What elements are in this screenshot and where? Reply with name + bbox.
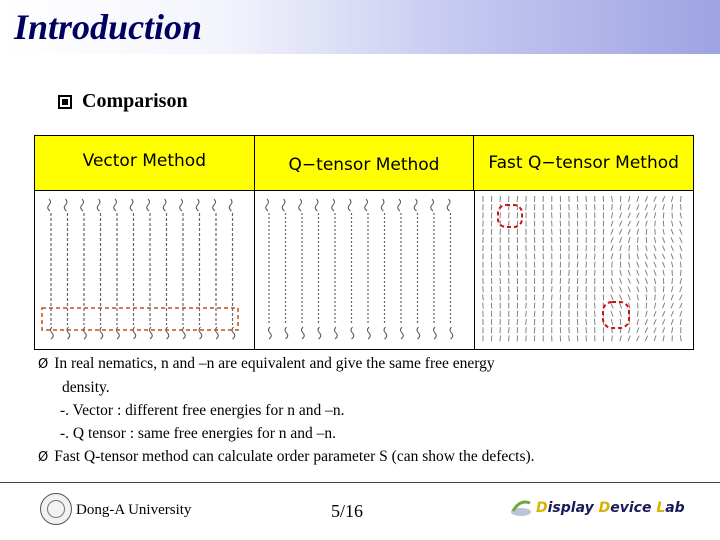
director-rod <box>646 221 648 227</box>
director-rod <box>671 311 673 316</box>
director-rod <box>517 319 518 325</box>
director-column <box>381 199 387 339</box>
director-rod <box>662 319 664 324</box>
director-rod <box>680 245 682 251</box>
director-rod <box>611 237 614 242</box>
director-rod <box>612 196 613 202</box>
university-name: Dong-A University <box>76 502 192 518</box>
director-rod <box>603 245 604 251</box>
director-rod <box>654 213 656 219</box>
director-rod <box>663 237 665 243</box>
director-rod <box>628 229 630 235</box>
lab-swoosh-icon <box>510 497 532 519</box>
director-rod <box>663 196 665 202</box>
director-rod <box>638 237 639 243</box>
director-rod <box>680 311 682 317</box>
director-rod <box>628 327 630 333</box>
director-rod <box>628 336 630 342</box>
title-bar <box>0 0 720 54</box>
bullet-item: Ø In real nematics, n and –n are equivalent and give the same free energy <box>38 355 495 372</box>
director-rod <box>595 253 596 259</box>
director-rod <box>500 335 501 341</box>
director-rod <box>637 205 639 210</box>
director-rod <box>517 327 518 333</box>
director-rod <box>603 237 604 243</box>
director-rod <box>620 278 622 284</box>
director-rod <box>655 294 656 300</box>
director-rod <box>628 295 630 301</box>
director-column <box>315 199 321 339</box>
director-rod <box>620 336 622 342</box>
director-rod <box>483 294 484 300</box>
vector-director-field <box>35 191 254 350</box>
director-rod <box>680 213 681 219</box>
director-rod <box>645 196 647 201</box>
bullet-continuation: density. <box>62 379 110 396</box>
arrow-bullet-icon: Ø <box>38 357 49 372</box>
director-column <box>299 199 305 339</box>
fast-q-tensor-method-figure <box>475 191 694 350</box>
director-rod <box>637 295 638 301</box>
director-column <box>147 199 153 339</box>
director-rod <box>628 278 630 283</box>
q-tensor-director-field <box>255 191 474 350</box>
director-rod <box>662 254 664 259</box>
director-rod <box>483 229 484 235</box>
director-column <box>196 199 202 339</box>
comparison-table <box>34 135 694 350</box>
director-rod <box>577 335 578 341</box>
defect-marker <box>498 205 522 227</box>
director-rod <box>577 262 578 268</box>
director-rod <box>663 295 665 301</box>
director-column <box>414 199 420 339</box>
director-rod <box>534 311 535 317</box>
director-rod <box>577 327 578 333</box>
director-rod <box>671 254 673 260</box>
director-column <box>64 199 70 339</box>
table-image-row <box>35 191 693 350</box>
slide-title: Introduction <box>14 7 203 47</box>
director-rod <box>619 287 621 292</box>
director-rod <box>595 245 596 251</box>
director-column <box>81 199 87 339</box>
director-rod <box>619 295 621 300</box>
director-rod <box>611 319 612 325</box>
director-rod <box>662 311 665 316</box>
director-rod <box>680 303 682 308</box>
q-tensor-method-figure <box>255 191 475 350</box>
director-rod <box>629 245 630 251</box>
director-rod <box>619 221 621 226</box>
director-rod <box>611 221 613 227</box>
arrow-bullet-icon: Ø <box>38 450 49 465</box>
director-rod <box>560 286 561 292</box>
director-rod <box>620 237 622 243</box>
director-rod <box>517 262 518 268</box>
director-rod <box>569 278 570 284</box>
director-rod <box>628 204 630 210</box>
director-rod <box>654 328 656 333</box>
header-q-tensor-method: Q−tensor Method <box>255 136 475 190</box>
director-rod <box>526 311 527 317</box>
director-rod <box>654 254 656 259</box>
director-rod <box>619 229 622 234</box>
director-column <box>447 199 453 339</box>
director-rod <box>672 278 673 284</box>
section-heading <box>58 90 188 113</box>
director-rod <box>646 303 647 309</box>
director-rod <box>671 196 673 202</box>
director-rod <box>680 286 682 292</box>
director-rod <box>620 213 622 219</box>
director-rod <box>552 294 553 300</box>
director-rod <box>645 254 647 260</box>
director-rod <box>654 336 656 342</box>
director-rod <box>628 213 630 218</box>
director-rod <box>681 270 682 276</box>
director-rod <box>620 245 622 251</box>
director-rod <box>577 204 578 210</box>
director-rod <box>646 311 648 317</box>
director-column <box>332 199 338 339</box>
director-rod <box>611 303 613 308</box>
director-rod <box>629 262 630 268</box>
director-rod <box>654 204 656 210</box>
director-rod <box>638 311 639 317</box>
director-rod <box>560 278 561 284</box>
director-rod <box>671 295 673 301</box>
director-rod <box>595 311 596 317</box>
director-rod <box>611 286 613 292</box>
director-rod <box>645 328 648 333</box>
director-rod <box>645 336 647 341</box>
director-rod <box>645 278 647 284</box>
director-column <box>282 199 288 339</box>
director-rod <box>654 270 656 276</box>
director-rod <box>654 319 657 324</box>
bullet-list <box>38 352 535 469</box>
director-column <box>348 199 354 339</box>
director-rod <box>500 278 501 284</box>
director-rod <box>645 270 647 275</box>
lab-logo <box>510 497 685 519</box>
director-rod <box>586 319 587 325</box>
director-rod <box>645 205 648 210</box>
director-rod <box>543 303 544 309</box>
director-rod <box>612 262 613 268</box>
page-number: 5/16 <box>331 501 364 521</box>
director-rod <box>628 287 630 292</box>
director-rod <box>611 229 613 234</box>
director-column <box>114 199 120 339</box>
director-rod <box>628 270 630 276</box>
director-rod <box>637 327 639 333</box>
director-rod <box>645 262 647 267</box>
director-rod <box>672 262 673 268</box>
director-rod <box>552 286 553 292</box>
director-rod <box>611 213 612 219</box>
director-rod <box>611 295 613 300</box>
director-rod <box>491 221 492 227</box>
director-rod <box>526 253 527 259</box>
director-rod <box>586 253 587 259</box>
director-rod <box>680 319 681 325</box>
highlight-box <box>42 308 238 330</box>
director-rod <box>662 246 664 251</box>
director-rod <box>509 270 510 276</box>
director-rod <box>680 237 682 242</box>
sub-bullet-q-tensor: -. Q tensor : same free energies for n and –n. <box>60 425 337 442</box>
director-rod <box>671 303 674 308</box>
director-rod <box>612 335 613 341</box>
director-rod <box>663 286 664 292</box>
director-rod <box>629 303 630 309</box>
director-rod <box>637 336 640 341</box>
director-rod <box>680 335 681 341</box>
director-rod <box>620 311 621 317</box>
director-rod <box>552 229 553 235</box>
director-rod <box>637 319 639 325</box>
director-rod <box>654 303 656 309</box>
director-column <box>213 199 219 339</box>
director-rod <box>671 237 673 242</box>
director-rod <box>569 212 570 218</box>
director-rod <box>672 204 673 210</box>
director-rod <box>646 229 647 235</box>
director-rod <box>491 286 492 292</box>
director-rod <box>637 286 639 292</box>
footer-divider <box>0 482 720 483</box>
director-rod <box>586 196 587 202</box>
director-column <box>130 199 136 339</box>
director-rod <box>645 319 647 325</box>
director-rod <box>637 270 639 275</box>
director-rod <box>620 270 621 276</box>
director-rod <box>543 294 544 300</box>
director-rod <box>645 213 647 219</box>
defect-marker <box>603 302 629 328</box>
director-rod <box>637 229 639 235</box>
director-column <box>398 199 404 339</box>
director-rod <box>628 221 631 226</box>
director-rod <box>611 254 613 260</box>
director-rod <box>663 204 665 210</box>
section-label: Comparison <box>82 90 188 112</box>
director-rod <box>654 237 655 243</box>
director-column <box>229 199 235 339</box>
director-rod <box>654 262 656 267</box>
director-rod <box>663 212 664 218</box>
director-rod <box>654 196 657 201</box>
director-rod <box>509 327 510 333</box>
director-rod <box>680 278 682 284</box>
director-rod <box>663 336 664 342</box>
director-rod <box>663 303 665 309</box>
director-column <box>163 199 169 339</box>
header-fast-q-tensor-method: Fast Q−tensor Method <box>488 152 679 173</box>
director-rod <box>637 196 639 202</box>
director-rod <box>637 221 639 227</box>
director-rod <box>629 196 630 202</box>
director-rod <box>654 278 655 284</box>
director-rod <box>680 221 682 227</box>
fast-q-tensor-director-field <box>475 191 694 350</box>
director-column <box>48 199 54 339</box>
director-rod <box>611 278 612 284</box>
director-rod <box>543 237 544 243</box>
director-rod <box>663 327 665 333</box>
director-rod <box>637 213 640 218</box>
square-bullet-icon <box>58 95 72 109</box>
director-rod <box>560 221 561 227</box>
director-rod <box>569 270 570 276</box>
director-rod <box>646 286 647 292</box>
director-column <box>431 199 437 339</box>
director-column <box>180 199 186 339</box>
director-rod <box>680 295 683 300</box>
director-rod <box>611 311 613 317</box>
director-rod <box>671 229 673 235</box>
director-rod <box>646 245 647 251</box>
director-rod <box>672 221 673 227</box>
director-column <box>365 199 371 339</box>
director-rod <box>620 204 621 210</box>
director-rod <box>637 278 639 283</box>
vector-method-figure <box>35 191 255 350</box>
director-column <box>266 199 272 339</box>
director-rod <box>620 303 622 309</box>
director-rod <box>628 237 630 243</box>
director-rod <box>663 229 664 235</box>
director-rod <box>534 303 535 309</box>
director-rod <box>509 335 510 341</box>
director-rod <box>577 270 578 276</box>
director-rod <box>654 245 656 251</box>
director-column <box>97 199 103 339</box>
director-rod <box>654 311 656 317</box>
bullet-item: Ø Fast Q-tensor method can calculate order parameter S (can show the defects). <box>38 448 535 465</box>
director-rod <box>655 221 656 227</box>
director-rod <box>663 270 664 276</box>
director-rod <box>671 319 673 325</box>
director-rod <box>534 245 535 251</box>
director-rod <box>671 286 673 292</box>
director-rod <box>680 229 682 234</box>
director-rod <box>611 245 613 251</box>
director-rod <box>595 319 596 325</box>
director-rod <box>526 319 527 325</box>
director-rod <box>671 246 673 251</box>
director-rod <box>637 262 639 268</box>
director-rod <box>586 262 587 268</box>
table-header-row <box>35 136 693 191</box>
director-rod <box>517 196 518 202</box>
lab-name: Display Device Lab <box>536 500 685 516</box>
header-vector-method: Vector Method <box>35 136 255 190</box>
director-rod <box>681 196 682 202</box>
director-rod <box>637 254 638 260</box>
director-rod <box>586 327 587 333</box>
director-rod <box>672 327 673 333</box>
director-rod <box>680 254 681 260</box>
sub-bullet-vector: -. Vector : different free energies for n and –n. <box>60 402 345 419</box>
director-rod <box>569 335 570 341</box>
university-seal-icon <box>40 493 72 525</box>
director-rod <box>620 253 621 259</box>
director-rod <box>663 262 665 268</box>
director-rod <box>500 212 501 218</box>
